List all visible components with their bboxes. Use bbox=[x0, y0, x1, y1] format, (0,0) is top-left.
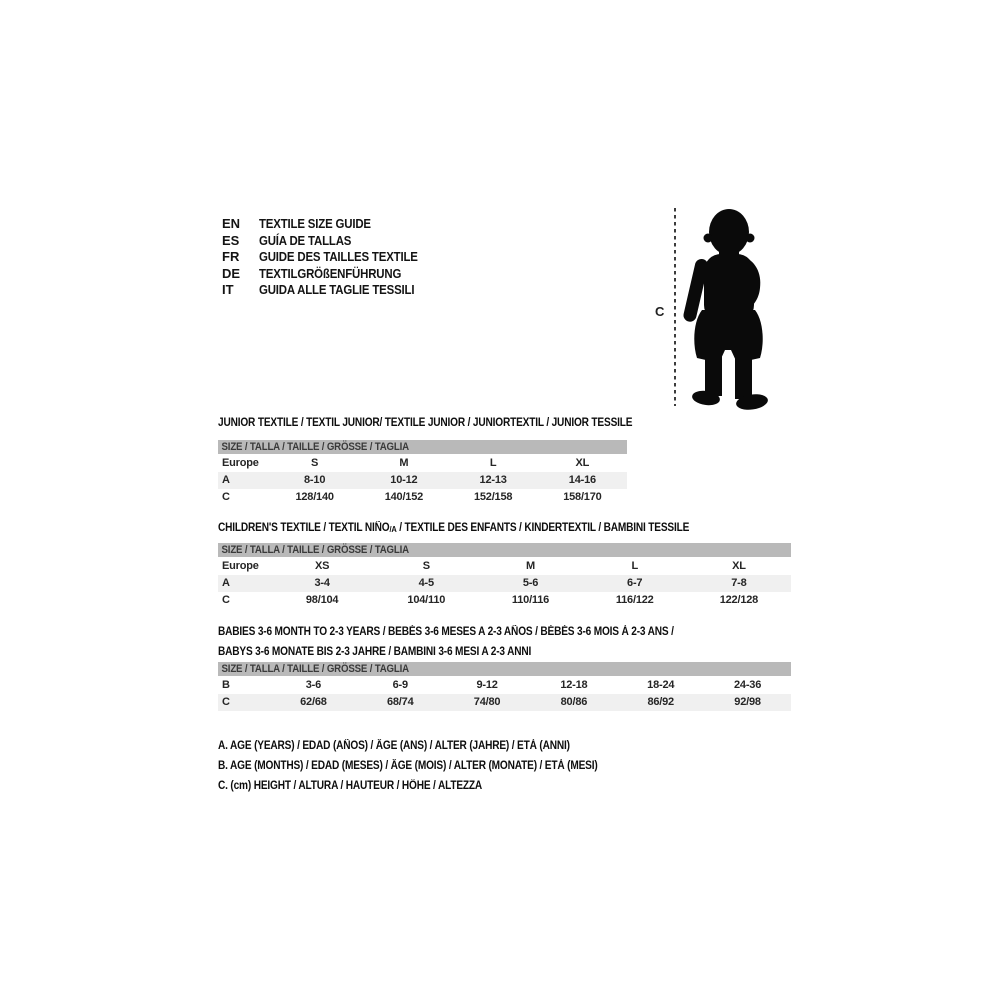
months-cell: 24-36 bbox=[733, 679, 762, 691]
lang-code: ES bbox=[222, 232, 240, 248]
table-title bbox=[218, 417, 689, 429]
height-cell: 104/110 bbox=[407, 594, 446, 606]
size-cell: L bbox=[631, 560, 638, 572]
lang-label: GUIDE DES TAILLES TEXTILE bbox=[259, 249, 418, 265]
age-cell: 6-7 bbox=[627, 577, 643, 589]
lang-label: TEXTILGRÖßENFÜHRUNG bbox=[259, 265, 402, 281]
height-cell: 122/128 bbox=[719, 594, 759, 606]
height-cell: 68/74 bbox=[386, 696, 414, 708]
lang-code: FR bbox=[222, 249, 240, 265]
table-row-height bbox=[218, 489, 627, 506]
months-cell: 9-12 bbox=[476, 679, 498, 691]
height-cell: 110/116 bbox=[511, 594, 550, 606]
row-label: Europe bbox=[222, 457, 259, 469]
months-cell: 18-24 bbox=[647, 679, 675, 691]
height-cell: 152/158 bbox=[473, 491, 513, 503]
age-cell: 7-8 bbox=[731, 577, 747, 589]
size-header-bar bbox=[218, 543, 791, 558]
table-row-height bbox=[218, 694, 791, 711]
height-cell: 62/68 bbox=[300, 696, 327, 708]
legend-line-a bbox=[218, 736, 649, 756]
size-header-text: SIZE / TALLA / TAILLE / GRÖSSE / TAGLIA bbox=[221, 544, 409, 556]
age-cell: 14-16 bbox=[568, 474, 596, 486]
title-post: / TEXTILE DES ENFANTS / KINDERTEXTIL / BAMBINI TESSILE bbox=[396, 522, 690, 534]
size-cell: L bbox=[489, 457, 497, 469]
row-label: A bbox=[222, 577, 230, 589]
row-label: C bbox=[222, 594, 230, 606]
table-row-age bbox=[218, 472, 627, 489]
table-title-text: BABIES 3-6 MONTH TO 2-3 YEARS / BEBÉS 3-6 MESES A 2-3 AÑOS / BÉBÉS 3-6 MOIS À 2-3 ANS / bbox=[218, 626, 674, 638]
size-cell: M bbox=[526, 560, 535, 572]
size-cell: XL bbox=[575, 457, 590, 469]
lang-row-en bbox=[222, 216, 439, 233]
size-cell: XS bbox=[314, 560, 330, 572]
table-title bbox=[218, 522, 753, 534]
age-cell: 5-6 bbox=[522, 577, 539, 589]
lang-code: IT bbox=[222, 282, 234, 298]
height-cell: 92/98 bbox=[734, 696, 761, 708]
age-cell: 3-4 bbox=[314, 577, 330, 589]
months-cell: 12-18 bbox=[560, 679, 588, 691]
lang-label: GUIDA ALLE TAGLIE TESSILI bbox=[259, 282, 415, 298]
lang-row-es bbox=[222, 233, 439, 250]
table-title-text bbox=[218, 522, 689, 534]
table-title-text: BABYS 3-6 MONATE BIS 2-3 JAHRE / BAMBINI 3-6 MESI A 2-3 ANNI bbox=[218, 646, 532, 658]
lang-label: GUÍA DE TALLAS bbox=[259, 232, 352, 248]
table-row-europe bbox=[218, 558, 791, 575]
legend-text: A. AGE (YEARS) / EDAD (AÑOS) / ÂGE (ANS) / ALTER (JAHRE) / ETÀ (ANNI) bbox=[218, 740, 570, 752]
height-cell: 128/140 bbox=[295, 491, 334, 503]
size-header-text: SIZE / TALLA / TAILLE / GRÖSSE / TAGLIA bbox=[221, 663, 409, 675]
lang-code: EN bbox=[222, 216, 241, 231]
age-cell: 4-5 bbox=[418, 577, 434, 589]
table-row-europe bbox=[218, 455, 627, 472]
row-label: A bbox=[222, 474, 230, 486]
height-figure bbox=[656, 200, 780, 412]
junior-textile-table bbox=[218, 417, 633, 512]
height-cell: 116/122 bbox=[615, 594, 654, 606]
size-header-bar bbox=[218, 662, 791, 677]
age-cell: 8-10 bbox=[304, 474, 326, 486]
size-cell: S bbox=[422, 560, 430, 572]
childrens-textile-table bbox=[218, 522, 791, 612]
height-cell: 158/170 bbox=[563, 491, 602, 503]
lang-label: TEXTILE SIZE GUIDE bbox=[259, 216, 371, 231]
height-cell: 86/92 bbox=[647, 696, 674, 708]
months-cell: 6-9 bbox=[392, 679, 408, 691]
lang-row-de bbox=[222, 266, 439, 283]
legend bbox=[218, 736, 649, 796]
lang-row-fr bbox=[222, 249, 439, 266]
months-cell: 3-6 bbox=[305, 679, 322, 691]
table-row-height bbox=[218, 592, 791, 609]
height-cell: 140/152 bbox=[384, 491, 424, 503]
size-header-bar bbox=[218, 440, 627, 455]
lang-row-it bbox=[222, 282, 439, 299]
language-title-list bbox=[222, 216, 439, 299]
age-cell: 12-13 bbox=[479, 474, 507, 486]
table-title-line2 bbox=[218, 646, 574, 658]
row-label: B bbox=[222, 679, 230, 691]
table-title-text: JUNIOR TEXTILE / TEXTIL JUNIOR/ TEXTILE JUNIOR / JUNIORTEXTIL / JUNIOR TESSILE bbox=[218, 417, 633, 429]
row-label: Europe bbox=[222, 560, 259, 572]
title-sub: /A bbox=[389, 524, 397, 534]
babies-textile-table bbox=[218, 626, 791, 712]
legend-text: B. AGE (MONTHS) / EDAD (MESES) / ÂGE (MOIS) / ALTER (MONATE) / ETÀ (MESI) bbox=[218, 760, 598, 772]
figure-height-label-c: C bbox=[655, 304, 665, 319]
legend-line-c bbox=[218, 776, 649, 796]
table-row-age bbox=[218, 575, 791, 592]
size-header-text: SIZE / TALLA / TAILLE / GRÖSSE / TAGLIA bbox=[221, 441, 409, 453]
table-row-months bbox=[218, 677, 791, 694]
table-title-line1 bbox=[218, 626, 736, 638]
title-pre: CHILDREN'S TEXTILE / TEXTIL NIÑO bbox=[218, 522, 390, 534]
size-cell: M bbox=[399, 457, 409, 469]
row-label: C bbox=[222, 696, 230, 708]
height-cell: 98/104 bbox=[305, 594, 339, 606]
height-cell: 80/86 bbox=[560, 696, 588, 708]
row-label: C bbox=[222, 491, 230, 503]
lang-code: DE bbox=[222, 265, 241, 281]
size-cell: XL bbox=[732, 560, 746, 572]
height-cell: 74/80 bbox=[473, 696, 501, 708]
legend-text: C. (cm) HEIGHT / ALTURA / HAUTEUR / HÖHE / ALTEZZA bbox=[218, 780, 483, 792]
legend-line-b bbox=[218, 756, 649, 776]
size-cell: S bbox=[311, 457, 319, 469]
age-cell: 10-12 bbox=[390, 474, 418, 486]
toddler-silhouette-icon bbox=[656, 200, 780, 412]
